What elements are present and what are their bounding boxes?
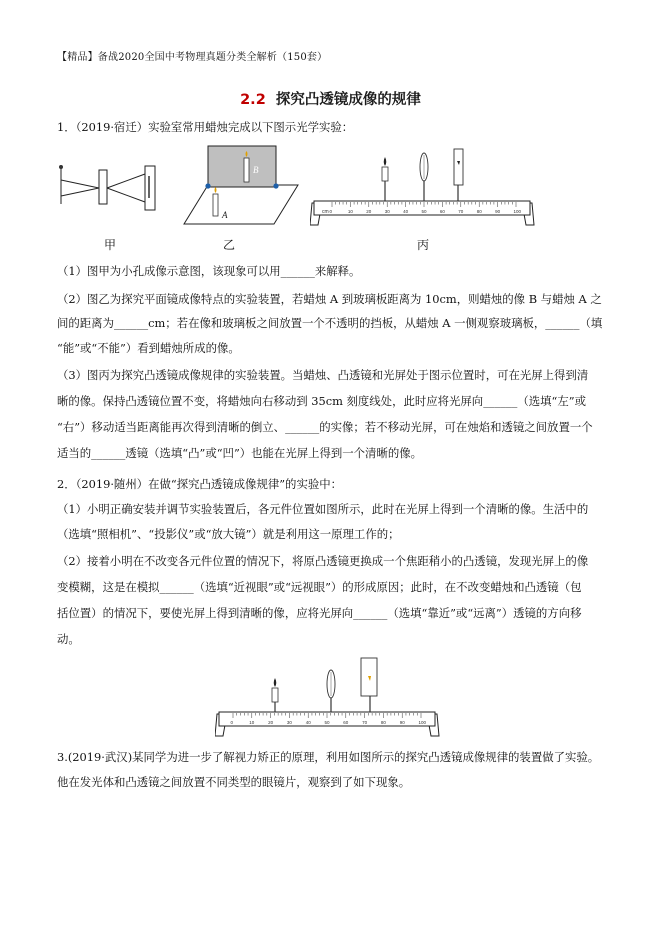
q1-part3-line4: 适当的______透镜（选填“凸”或“凹”）也能在光屏上得到一个清晰的像。 bbox=[57, 446, 423, 460]
table-plane bbox=[184, 185, 298, 224]
q1-part3-line1: （3）图丙为探究凸透镜成像规律的实验装置。当蜡烛、凸透镜和光屏处于图示位置时，可在光屏上得到清 bbox=[57, 368, 589, 382]
figure-q2-bench bbox=[215, 652, 440, 742]
ruler-tick-label: 10 bbox=[347, 209, 353, 214]
ruler-tick-label: 30 bbox=[286, 720, 292, 725]
q1-part1: （1）图甲为小孔成像示意图，该现象可以用______来解释。 bbox=[57, 264, 361, 278]
q2-part2-line4: 动。 bbox=[57, 632, 80, 646]
ruler-tick-label: 100 bbox=[513, 209, 522, 214]
candle-A bbox=[213, 194, 218, 216]
ruler-tick-label: 20 bbox=[268, 720, 274, 725]
ruler-tick-label: 50 bbox=[324, 720, 330, 725]
ruler-unit: cm bbox=[322, 209, 329, 215]
glass-plate bbox=[208, 146, 276, 187]
q1-stem: 1．（2019·宿迁）实验室常用蜡烛完成以下图示光学实验： bbox=[57, 120, 354, 134]
candle-2 bbox=[272, 688, 278, 702]
page-header: 【精品】备战2020全国中考物理真题分类全解析（150套） bbox=[57, 52, 328, 63]
section-title bbox=[0, 88, 661, 109]
light-screen bbox=[454, 149, 463, 185]
candle bbox=[382, 167, 388, 181]
caption-bing: 丙 bbox=[417, 238, 430, 252]
ruler-tick-label: 10 bbox=[249, 720, 255, 725]
q2-part1-line1: （1）小明正确安装并调节实验装置后，各元件位置如图所示，此时在光屏上得到一个清晰的像。生活中的 bbox=[57, 502, 589, 516]
label-A: A bbox=[222, 210, 228, 220]
ruler-tick-label: 80 bbox=[380, 720, 386, 725]
caption-jia: 甲 bbox=[104, 238, 117, 252]
q1-part2-line2: 间的距离为______cm；若在像和玻璃板之间放置一个不透明的挡板，从蜡烛 A 一侧观察玻璃板，______（填 bbox=[57, 316, 603, 330]
q1-part2-line3: “能”或“不能”）看到蜡烛所成的像。 bbox=[57, 341, 240, 355]
q1-part3-line3: “右”）移动适当距离能再次得到清晰的倒立、______的实像；若不移动光屏，可在烛焰和透镜之间放置一个 bbox=[57, 420, 593, 434]
ruler-tick-label: 0 bbox=[329, 209, 333, 214]
q3-line2: 他在发光体和凸透镜之间放置不同类型的眼镜片，观察到了如下现象。 bbox=[57, 775, 411, 789]
ruler-tick-label: 30 bbox=[384, 209, 390, 214]
ruler-tick-label: 70 bbox=[362, 720, 368, 725]
ruler-tick-label: 40 bbox=[403, 209, 409, 214]
ruler-tick-label: 80 bbox=[476, 209, 482, 214]
ruler-tick-label: 100 bbox=[418, 720, 427, 725]
caption-yi: 乙 bbox=[223, 238, 236, 252]
label-B: B bbox=[253, 165, 259, 175]
q1-part2-line1: （2）图乙为探究平面镜成像特点的实验装置，若蜡烛 A 到玻璃板距离为 10cm，则蜡烛的像 B 与蜡烛 A 之 bbox=[57, 292, 602, 306]
ruler-tick-label: 70 bbox=[458, 209, 464, 214]
candle-B bbox=[244, 158, 249, 182]
q2-part2-line3: 括位置）的情况下，要使光屏上得到清晰的像，应将光屏向______（选填“靠近”或“远离”）透镜的方向移 bbox=[57, 606, 582, 620]
ruler-tick-label: 40 bbox=[305, 720, 311, 725]
figure-bing bbox=[310, 145, 535, 230]
ruler-tick-label: 90 bbox=[399, 720, 405, 725]
q2-part2-line2: 变模糊，这是在模拟______（选填“近视眼”或“远视眼”）的形成原因；此时，在不改变蜡烛和凸透镜（包 bbox=[57, 580, 582, 594]
ruler-tick-label: 60 bbox=[343, 720, 349, 725]
ruler-tick-label: 20 bbox=[366, 209, 372, 214]
q2-part1-line2: （选填“照相机”、“投影仪”或“放大镜”）就是利用这一原理工作的； bbox=[57, 527, 400, 541]
ruler-tick-label: 90 bbox=[495, 209, 501, 214]
q1-part3-line2: 晰的像。保持凸透镜位置不变，将蜡烛向右移动到 35cm 刻度线处，此时应将光屏向______（选填“左”或 bbox=[57, 394, 586, 408]
q3-line1: 3.(2019·武汉)某同学为进一步了解视力矫正的原理，利用如图所示的探究凸透镜成像规律的装置做了实验。 bbox=[57, 750, 600, 764]
pinhole-board bbox=[99, 170, 107, 204]
screen-board bbox=[145, 166, 155, 210]
section-title-text: 探究凸透镜成像的规律 bbox=[275, 92, 421, 108]
ruler-tick-label: 60 bbox=[439, 209, 445, 214]
q2-part2-line1: （2）接着小明在不改变各元件位置的情况下，将原凸透镜更换成一个焦距稍小的凸透镜，发现光屏上的像 bbox=[57, 554, 589, 568]
figure-jia bbox=[55, 158, 175, 220]
ruler-tick-label: 0 bbox=[230, 720, 234, 725]
section-number: 2.2 bbox=[240, 92, 266, 108]
q2-stem: 2．（2019·随州）在做“探究凸透镜成像规律”的实验中： bbox=[57, 477, 343, 491]
ruler-tick-label: 50 bbox=[421, 209, 427, 214]
figure-yi bbox=[180, 140, 305, 228]
